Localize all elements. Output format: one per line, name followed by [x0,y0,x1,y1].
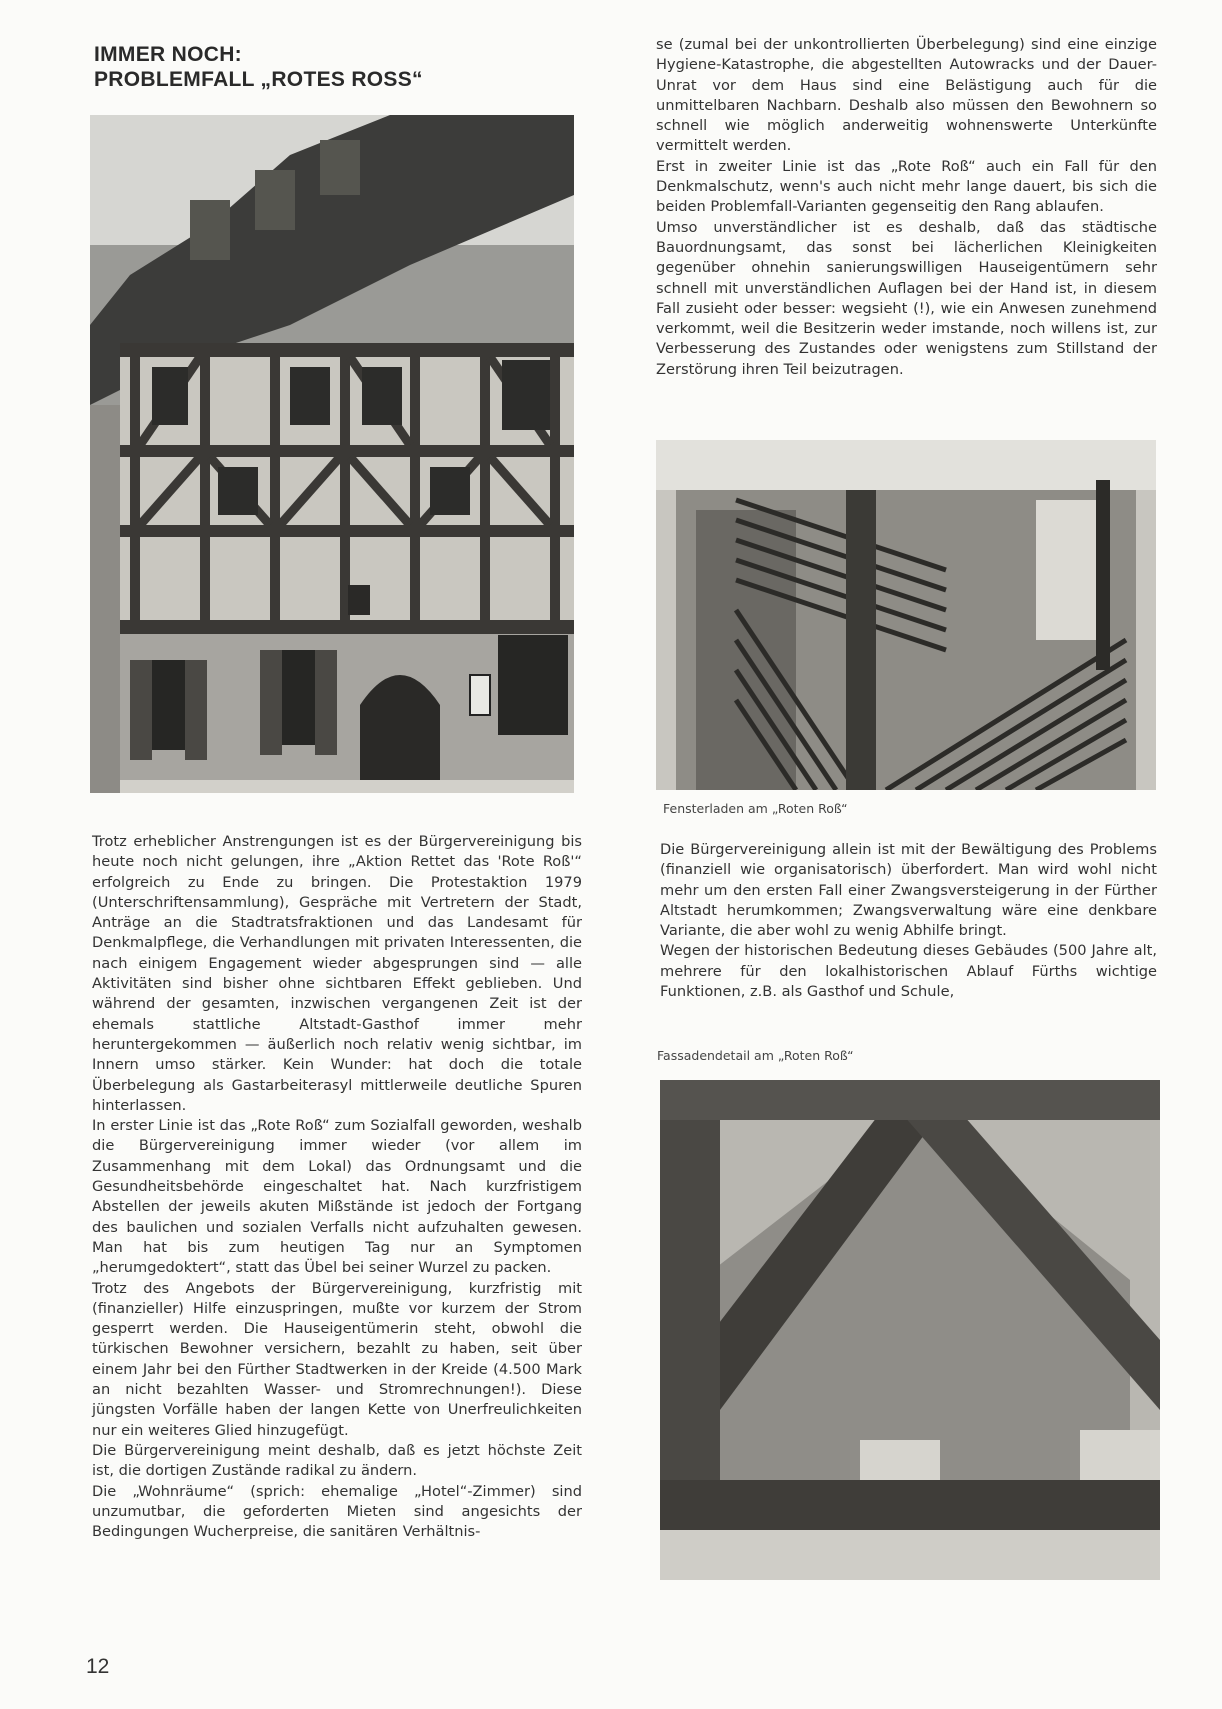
shutter-photo [656,440,1156,790]
paragraph: In erster Linie ist das „Rote Roß“ zum Sozialfall geworden, weshalb die Bürgervereinigung immer wieder (vor allem im Zusammenhang mit dem Lokal) das Ordnungsamt und die Gesundheitsbehörde eingeschaltet hat. Nach kurzfristigem Abstellen der jeweils akuten Mißstände ist jedoch der Fortgang des baulichen und sozialen Verfalls nicht aufzuhalten gewesen. Man hat bis zum heutigen Tag nur an Symptomen „herumgedoktert“, statt das Übel bei seiner Wurzel zu packen. [92,1117,582,1277]
paragraph: Die „Wohnräume“ (sprich: ehemalige „Hotel“-Zimmer) sind unzumutbar, die geforderten Mieten sind angesichts der Bedingungen Wucherpreise, die sanitären Verhältnis- [92,1482,582,1541]
paragraph: Trotz erheblicher Anstrengungen ist es der Bürgervereinigung bis heute noch nicht gelungen, ihre „Aktion Rettet das 'Rote Roß'“ erfolgreich zu Ende zu bringen. Die Protestaktion 1979 (Unterschriftensammlung), Gespräche mit Vertretern der Stadt, Anträge an die Stadtratsfraktionen und das Landesamt für Denkmalpflege, die Verhandlungen mit privaten Interessenten, die nach einigem Engagement wieder abgesprungen sind — alle Aktivitäten sind bisher ohne sichtbaren Effekt geblieben. Und während der gesamten, inzwischen vergangenen Zeit ist der ehemals stattliche Altstadt-Gasthof immer mehr heruntergekommen — äußerlich noch relativ wenig sichtbar, im Innern umso stärker. Kein Wunder: hat doch die totale Überbelegung als Gastarbeiterasyl mittlerweile deutliche Spuren hinterlassen. [92,833,582,1114]
headline-line-2: PROBLEMFALL „ROTES ROSS“ [94,68,423,91]
paragraph: Die Bürgervereinigung allein ist mit der Bewältigung des Problems (finanziell wie organisatorisch) überfordert. Man wird wohl nicht mehr um den ersten Fall einer Zwangsversteigerung in der Fürther Altstadt herumkommen; Zwangsverwaltung wäre eine denkbare Variante, die aber wohl zu wenig Abhilfe bringt. [660,841,1157,940]
left-column-text [92,832,582,1542]
facade-photo-caption: Fassadendetail am „Roten Roß“ [657,1048,854,1063]
right-column-top-text [656,35,1157,380]
article-headline [94,42,594,92]
paragraph: Umso unverständlicher ist es deshalb, daß das städtische Bauordnungsamt, das sonst bei lächerlichen Kleinigkeiten gegenüber ohnehin sanierungswilligen Hauseigentümern sehr schnell mit unverständlichen Auflagen bei der Hand ist, in diesem Fall zusieht oder besser: wegsieht (!), wie ein Anwesen zunehmend verkommt, weil die Besitzerin weder imstande, noch willens ist, zur Verbesserung des Zustandes oder wenigstens zum Stillstand der Zerstörung ihren Teil beizutragen. [656,218,1157,378]
paragraph: Trotz des Angebots der Bürgervereinigung, kurzfristig mit (finanzieller) Hilfe einzuspringen, mußte vor kurzem der Strom gesperrt werden. Die Hauseigentümerin steht, obwohl die türkischen Bewohner versichern, bezahlt zu haben, seit über einem Jahr bei den Fürther Stadtwerken in der Kreide (4.500 Mark an nicht bezahlten Wasser- und Stromrechnungen!). Diese jüngsten Vorfälle haben der langen Kette von Unerfreulichkeiten nur ein weiteres Glied hinzugefügt. [92,1279,582,1439]
shutter-photo-caption: Fensterladen am „Roten Roß“ [663,801,848,816]
paragraph: Die Bürgervereinigung meint deshalb, daß es jetzt höchste Zeit ist, die dortigen Zustände radikal zu ändern. [92,1441,582,1480]
paragraph: Wegen der historischen Bedeutung dieses Gebäudes (500 Jahre alt, mehrere für den lokalhistorischen Ablauf Fürths wichtige Funktionen, z.B. als Gasthof und Schule, [660,942,1157,1001]
house-photo [90,115,574,793]
paragraph: Erst in zweiter Linie ist das „Rote Roß“ auch ein Fall für den Denkmalschutz, wenn's auch nicht mehr lange dauert, bis sich die beiden Problemfall-Varianten gegenseitig den Rang ablaufen. [656,157,1157,216]
page-number: 12 [86,1655,110,1678]
right-column-middle-text [660,840,1157,1002]
paragraph: se (zumal bei der unkontrollierten Überbelegung) sind eine einzige Hygiene-Katastrophe, die abgestellten Autowracks und der Dauer-Unrat vor dem Haus sind eine Belästigung auch für die unmittelbaren Nachbarn. Deshalb also müssen den Bewohnern so schnell wie möglich anderweitig wohnenswerte Unterkünfte vermittelt werden. [656,36,1157,155]
facade-photo [660,1080,1160,1580]
headline-line-1: IMMER NOCH: [94,43,242,66]
